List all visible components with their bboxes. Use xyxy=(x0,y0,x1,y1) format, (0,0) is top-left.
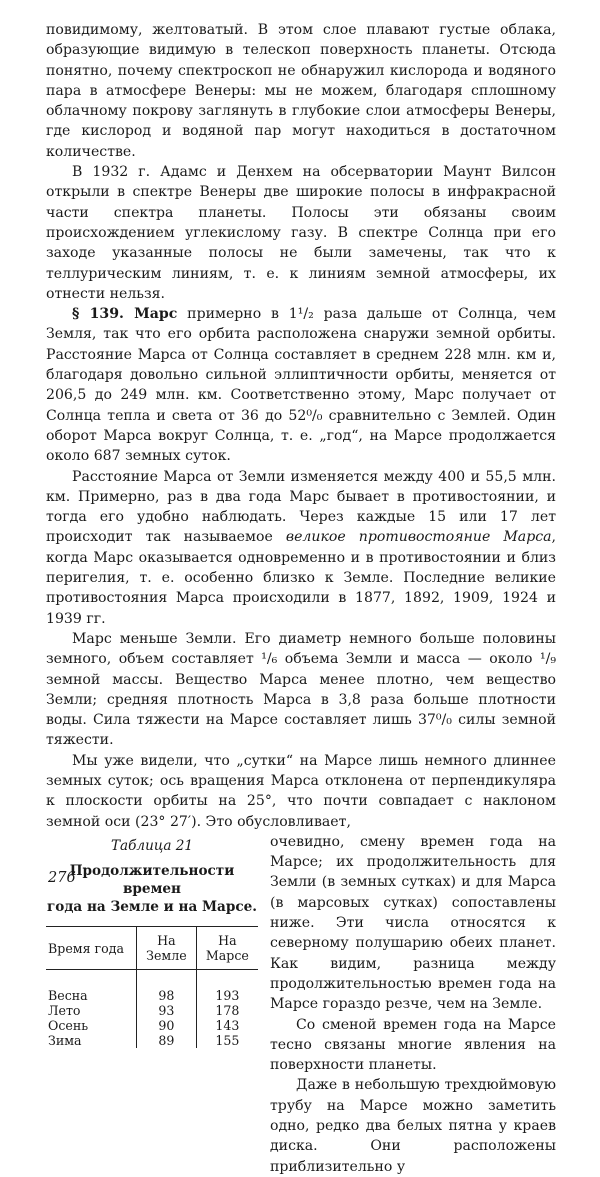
paragraph-venus-spectrum: В 1932 г. Адамс и Денхем на обсерватории Маунт Вилсон открыли в спектре Венеры две широкие полосы в инфракрасной части спектра планеты. Полосы эти обязаны своим происхождением углекислому газу. В спектре Солнца при его заходе указанные полосы не были замечены, так что к теллурическим линиям, т. е. к линиям земной атмосферы, их отнести нельзя. xyxy=(46,164,556,302)
table-title-line-1: Продолжительности времен xyxy=(69,863,235,898)
page-body xyxy=(46,20,556,1175)
table-spacer-row xyxy=(46,970,258,989)
table-row xyxy=(46,1003,258,1018)
earth-days: 90 xyxy=(137,1018,197,1033)
right-column-text xyxy=(270,832,556,1177)
mars-days: 193 xyxy=(215,988,240,1004)
header-earth: На Земле xyxy=(137,927,197,970)
mars-days: 143 xyxy=(215,1018,240,1034)
season-name: Весна xyxy=(46,988,137,1003)
table-row xyxy=(46,1033,258,1048)
two-column-section xyxy=(46,832,556,1175)
header-mars: На Марсе xyxy=(196,927,258,970)
table-row xyxy=(46,1018,258,1033)
table-block xyxy=(46,832,258,1048)
mars-days: 178 xyxy=(215,1003,240,1019)
paragraph-mars-days: Мы уже видели, что „сутки“ на Марсе лишь немного длиннее земных суток; ось вращения Марса отклонена от перпендикуляра к плоскости орбиты на 25°, что почти совпадает с наклоном земной оси (23° 27′). Это обусловливает, xyxy=(46,752,556,830)
table-header-row xyxy=(46,927,258,970)
table-row xyxy=(46,988,258,1003)
table-title-line-2: года на Земле и на Марсе. xyxy=(46,899,258,916)
paragraph-venus-clouds: повидимому, желтоватый. В этом слое плавают густые облака, образующие видимую в телескоп поверхность планеты. Отсюда понятно, почему спектроскоп не обнаружил кислорода и водяного пара в атмосфере Венеры: мы не можем, благодаря сплошному облачному покрову заглянуть в глубокие слои атмосферы Венеры, где кислород и водяной пар могут находиться в достаточном количестве. xyxy=(46,22,556,160)
paragraph-mars-size: Марс меньше Земли. Его диаметр немного больше половины земного, объем составляет ¹/₆ объема Земли и масса — около ¹/₉ земной массы. Вещество Марса менее плотно, чем вещество Земли; средняя плотность Марса в 3,8 раза больше плотности воды. Сила тяжести на Марсе составляет лишь 37⁰/₀ силы земной тяжести. xyxy=(46,630,556,749)
paragraph-polar-caps: Даже в небольшую трехдюймовую трубу на Марсе можно заметить одно, редко два белых пятна у краев диска. Они расположены приблизительно у xyxy=(270,1077,556,1175)
header-season: Время года xyxy=(46,927,137,970)
earth-days: 93 xyxy=(137,1003,197,1018)
mars-days: 155 xyxy=(215,1033,240,1049)
paragraph-seasons-phenomena: Со сменой времен года на Марсе тесно связаны многие явления на поверхности планеты. xyxy=(270,1016,556,1074)
earth-days: 98 xyxy=(137,988,197,1003)
paragraph-mars-opposition xyxy=(46,467,556,629)
paragraph-mars-orbit xyxy=(46,304,556,466)
opposition-text-before: Расстояние Марса от Земли изменяется между 400 и 55,5 млн. км. Примерно, раз в два года Марс бывает в противостоянии, и тогда его удобно наблюдать. Через каждые 15 или 17 лет происходит так называемое xyxy=(46,468,556,546)
season-name: Осень xyxy=(46,1018,137,1033)
seasons-table xyxy=(46,926,258,1048)
earth-days: 89 xyxy=(137,1033,197,1048)
page-number: 276 xyxy=(48,870,76,886)
paragraph-seasons-compare: очевидно, смену времен года на Марсе; их продолжительность для Земли (в земных сутках) и для Марса (в марсовых сутках) сопоставлены ниже. Эти числа относятся к северному полушарию обеих планет. Как видим, разница между продолжительностью времен года на Марсе гораздо резче, чем на Земле. xyxy=(270,833,556,1013)
season-name: Лето xyxy=(46,1003,137,1018)
season-name: Зима xyxy=(46,1033,137,1048)
table-title xyxy=(46,862,258,916)
table-caption: Таблица 21 xyxy=(110,837,194,854)
section-text: примерно в 1¹/₂ раза дальше от Солнца, чем Земля, так что его орбита расположена снаружи земной орбиты. Расстояние Марса от Солнца составляет в среднем 228 млн. км и, благодаря довольно сильной эллиптичности орбиты, меняется от 206,5 до 249 млн. км. Соответственно этому, Марс получает от Солнца тепла и света от 36 до 52⁰/₀ сравнительно с Землей. Один оборот Марса вокруг Солнца, т. е. „год“, на Марсе продолжается около 687 земных суток. xyxy=(46,306,556,465)
opposition-emphasis: великое противостояние Марса xyxy=(285,529,552,546)
opposition-text-after: , когда Марс оказывается одновременно и в противостоянии и близ перигелия, т. е. особенно близко к Земле. Последние великие противостояния Марса происходили в 1877, 1892, 1909, 1924 и 1939 гг. xyxy=(46,529,556,627)
section-heading: § 139. Марс xyxy=(72,306,178,323)
